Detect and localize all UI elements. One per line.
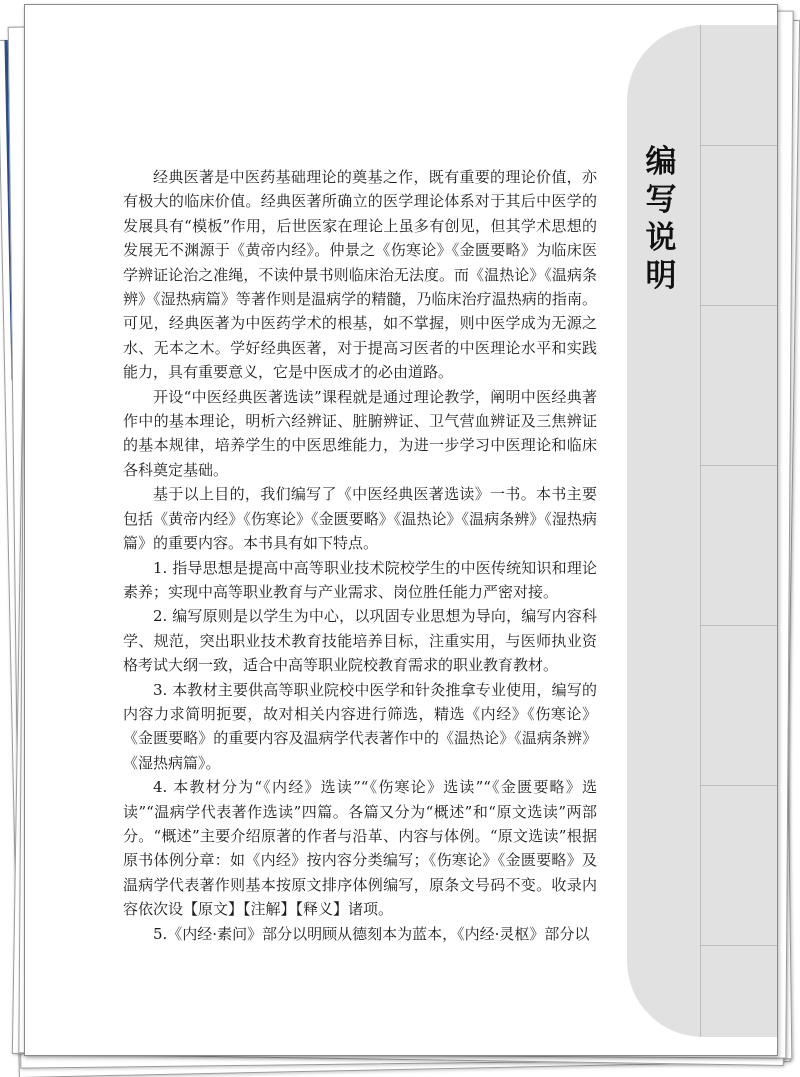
- section-title-char: 明: [645, 258, 677, 294]
- side-tab-divider: [701, 305, 777, 306]
- document-page: [24, 4, 778, 1056]
- side-tab-divider: [701, 945, 777, 946]
- paragraph-point-5: 5.《内经·素问》部分以明顾从德刻本为蓝本，《内经·灵枢》部分以: [153, 924, 590, 943]
- paragraph-point-3: 3. 本教材主要供高等职业院校中医学和针灸推拿专业使用，编写的内容力求简明扼要，故对相关内容进行筛选，精选《内经》《伤寒论》《金匮要略》的重要内容及温病学代表著作中的《温热论》《温病条辨》《湿热病篇》。: [123, 680, 597, 772]
- paragraph-point-1: 1. 指导思想是提高中高等职业技术院校学生的中医传统知识和理论素养；实现中高等职业教育与产业需求、岗位胜任能力严密对接。: [123, 558, 597, 601]
- side-tab-divider: [701, 785, 777, 786]
- paragraph-purpose: 基于以上目的，我们编写了《中医经典医著选读》一书。本书主要包括《黄帝内经》《伤寒论》《金匮要略》《温热论》《温病条辨》《湿热病篇》的重要内容。本书具有如下特点。: [123, 485, 597, 553]
- paragraph-course: 开设“中医经典医著选读”课程就是通过理论教学，阐明中医经典著作中的基本理论，明析六经辨证、脏腑辨证、卫气营血辨证及三焦辨证的基本规律，培养学生的中医思维能力，为进一步学习中医理论和临床各科奠定基础。: [123, 387, 597, 479]
- side-tab-divider: [701, 465, 777, 466]
- section-title-char: 说: [645, 220, 677, 256]
- body-text: [123, 165, 597, 946]
- side-tab-divider: [701, 145, 777, 146]
- section-title-char: 写: [645, 182, 677, 218]
- side-tab-column: [700, 25, 777, 1037]
- paragraph-point-2: 2. 编写原则是以学生为中心，以巩固专业思想为导向，编写内容科学、规范，突出职业技术教育技能培养目标，注重实用，与医师执业资格考试大纲一致，适合中高等职业院校教育需求的职业教育教材。: [123, 607, 597, 675]
- paragraph-intro: 经典医著是中医药基础理论的奠基之作，既有重要的理论价值，亦有极大的临床价值。经典医著所确立的医学理论体系对于其后中医学的发展具有“模板”作用，后世医家在理论上虽多有创见，但其学术思想的发展无不渊源于《黄帝内经》。仲景之《伤寒论》《金匮要略》为临床医学辨证论治之准绳，不读仲景书则临床治无法度。而《温热论》《温病条辨》《湿热病篇》等著作则是温病学的精髓，乃临床治疗温热病的指南。可见，经典医著为中医药学术的根基，如不掌握，则中医学成为无源之水、无本之木。学好经典医著，对于提高习医者的中医理论水平和实践能力，具有重要意义，它是中医成才的必由道路。: [123, 168, 597, 382]
- section-title-char: 编: [645, 144, 677, 180]
- section-title: [641, 143, 681, 295]
- paragraph-point-4: 4. 本教材分为“《内经》选读”“《伤寒论》选读”“《金匮要略》选读”“温病学代表著作选读”四篇。各篇又分为“概述”和“原文选读”两部分。“概述”主要介绍原著的作者与沿革、内容与体例。“原文选读”根据原书体例分章：如《内经》按内容分类编写；《伤寒论》《金匮要略》及温病学代表著作则基本按原文排序体例编写，原条文号码不变。收录内容依次设【原文】【注解】【释义】诸项。: [123, 778, 597, 919]
- side-tab-divider: [701, 625, 777, 626]
